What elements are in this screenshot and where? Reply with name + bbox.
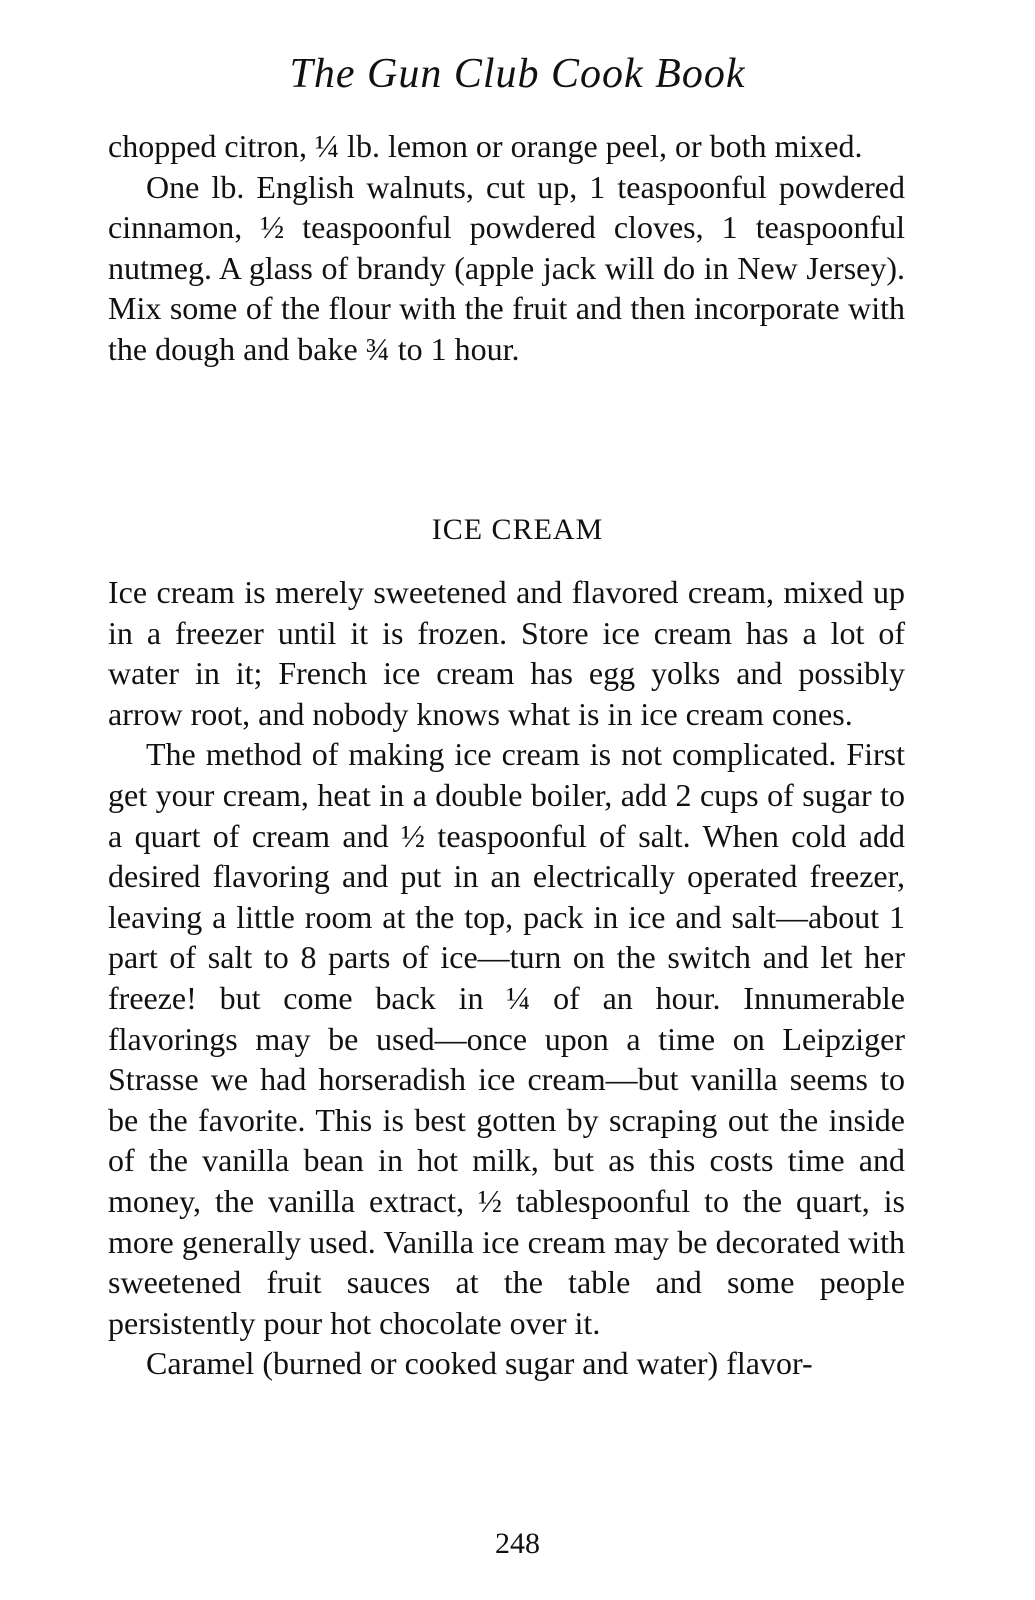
paragraph: Ice cream is merely sweetened and flavored cream, mixed up in a freezer until it is frozen. Store ice cream has a lot of water in it; French ice cream has egg yolks and possibly arrow root, and nobody knows what is in ice cream cones. <box>108 574 905 732</box>
paragraph: chopped citron, ¼ lb. lemon or orange peel, or both mixed. <box>108 128 863 164</box>
section-heading: ICE CREAM <box>431 513 604 546</box>
continued-recipe-text <box>108 126 905 370</box>
paragraph: The method of making ice cream is not complicated. First get your cream, heat in a double boiler, add 2 cups of sugar to a quart of cream and ½ teaspoonful of salt. When cold add desired flavoring and put in an electrically operated freezer, leaving a little room at the top, pack in ice and salt—about 1 part of salt to 8 parts of ice—turn on the switch and let her freeze! but come back in ¼ of an hour. Innumerable flavorings may be used—once upon a time on Leipziger Strasse we had horseradish ice cream—but vanilla seems to be the favorite. This is best gotten by scraping out the inside of the vanilla bean in hot milk, but as this costs time and money, the vanilla extract, ½ tablespoonful to the quart, is more generally used. Vanilla ice cream may be decorated with sweetened fruit sauces at the table and some people persistently pour hot chocolate over it. <box>108 736 905 1341</box>
paragraph: One lb. English walnuts, cut up, 1 teaspoonful powdered cinnamon, ½ teaspoonful powdered cloves, 1 teaspoonful nutmeg. A glass of brandy (apple jack will do in New Jersey). Mix some of the flour with the fruit and then incorporate with the dough and bake ¾ to 1 hour. <box>108 168 905 367</box>
ice-cream-text <box>108 572 905 1384</box>
page-number: 248 <box>495 1527 540 1560</box>
paragraph: Caramel (burned or cooked sugar and water) flavor- <box>146 1345 813 1382</box>
running-head: The Gun Club Cook Book <box>289 51 746 97</box>
